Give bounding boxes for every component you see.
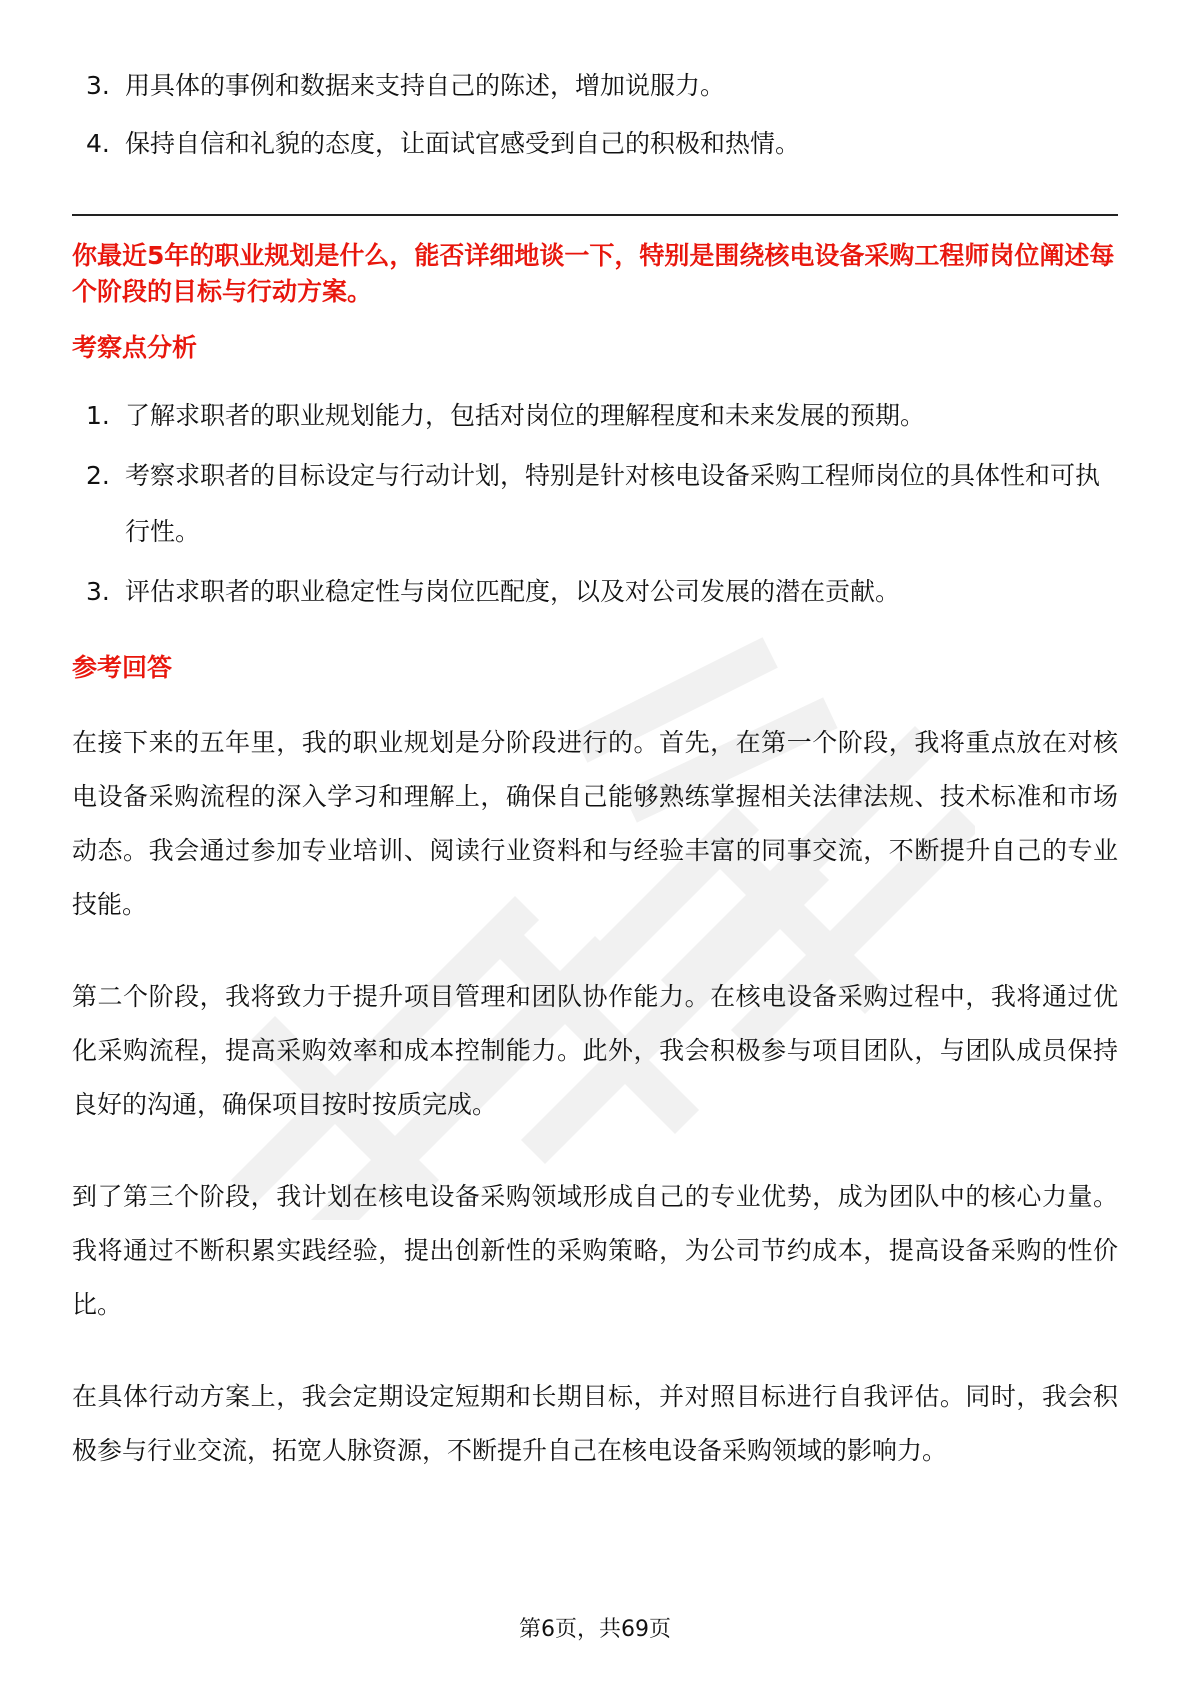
- answer-paragraph: 第二个阶段，我将致力于提升项目管理和团队协作能力。在核电设备采购过程中，我将通过优化采购流程，提高采购效率和成本控制能力。此外，我会积极参与项目团队，与团队成员保持良好的沟通，确保项目按时按质完成。: [72, 982, 1118, 1119]
- list-item-number: 4.: [86, 129, 110, 158]
- analysis-heading: 考察点分析: [72, 333, 198, 362]
- list-item: [72, 564, 1118, 620]
- list-item-number: 3.: [86, 577, 110, 606]
- analysis-list: [72, 388, 1118, 620]
- list-item: [72, 58, 1118, 114]
- interview-question: 你最近5年的职业规划是什么，能否详细地谈一下，特别是围绕核电设备采购工程师岗位阐述每个阶段的目标与行动方案。: [72, 241, 1115, 306]
- section-divider: [72, 214, 1118, 216]
- page-content: [72, 58, 1118, 1516]
- answer-paragraph: 在接下来的五年里，我的职业规划是分阶段进行的。首先，在第一个阶段，我将重点放在对核电设备采购流程的深入学习和理解上，确保自己能够熟练掌握相关法律法规、技术标准和市场动态。我会通过参加专业培训、阅读行业资料和与经验丰富的同事交流，不断提升自己的专业技能。: [72, 728, 1118, 919]
- list-item-number: 2.: [86, 461, 110, 490]
- list-item-text: 评估求职者的职业稳定性与岗位匹配度，以及对公司发展的潜在贡献。: [125, 577, 901, 606]
- previous-tips-list: [72, 58, 1118, 172]
- answer-paragraph: 在具体行动方案上，我会定期设定短期和长期目标，并对照目标进行自我评估。同时，我会积极参与行业交流，拓宽人脉资源，不断提升自己在核电设备采购领域的影响力。: [72, 1382, 1118, 1465]
- list-item: [72, 388, 1118, 444]
- list-item-text: 保持自信和礼貌的态度，让面试官感受到自己的积极和热情。: [125, 129, 801, 158]
- list-item-text: 考察求职者的目标设定与行动计划，特别是针对核电设备采购工程师岗位的具体性和可执行性。: [125, 461, 1101, 546]
- answer-paragraph: 到了第三个阶段，我计划在核电设备采购领域形成自己的专业优势，成为团队中的核心力量。我将通过不断积累实践经验，提出创新性的采购策略，为公司节约成本，提高设备采购的性价比。: [72, 1182, 1118, 1319]
- list-item-number: 1.: [86, 401, 110, 430]
- list-item-number: 3.: [86, 71, 110, 100]
- answer-heading: 参考回答: [72, 653, 173, 682]
- list-item: [72, 448, 1118, 560]
- list-item-text: 了解求职者的职业规划能力，包括对岗位的理解程度和未来发展的预期。: [125, 401, 926, 430]
- list-item-text: 用具体的事例和数据来支持自己的陈述，增加说服力。: [125, 71, 726, 100]
- list-item: [72, 116, 1118, 172]
- page-number-footer: 第6页，共69页: [519, 1617, 671, 1642]
